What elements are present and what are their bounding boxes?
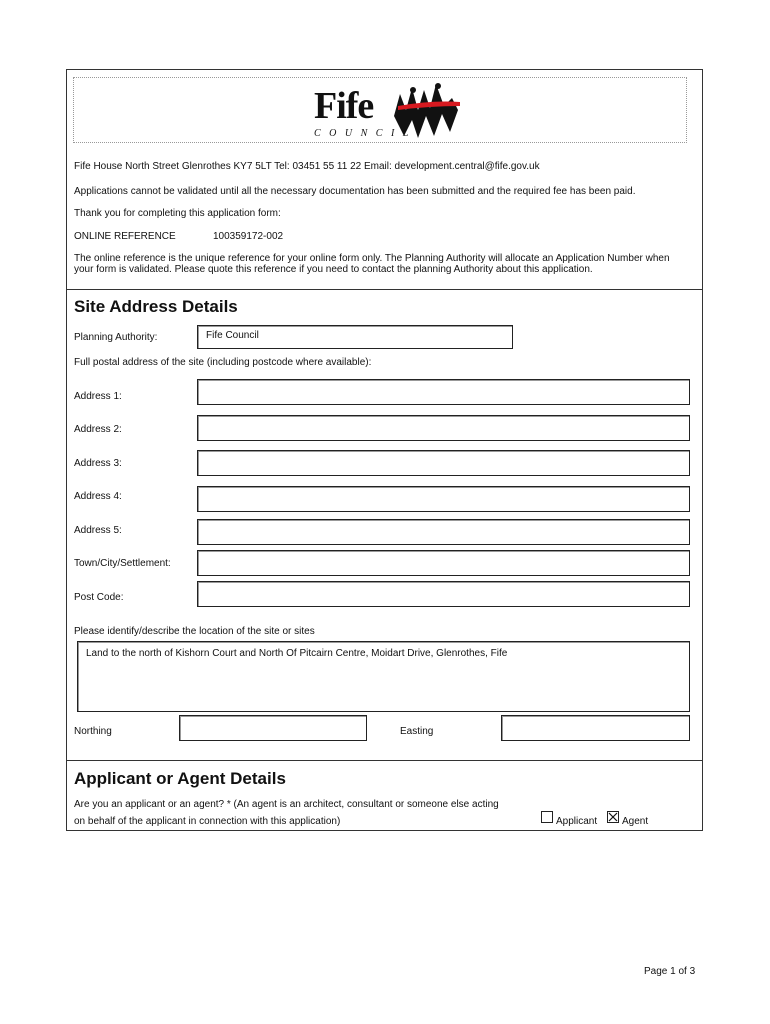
page-number: Page 1 of 3	[644, 966, 696, 977]
section-divider	[66, 289, 703, 290]
postcode-value	[198, 582, 689, 586]
address-1-label: Address 1:	[74, 391, 122, 402]
applicant-heading: Applicant or Agent Details	[74, 769, 286, 788]
ref-note-line2: your form is validated. Please quote this reference if you need to contact the planning Authority about this application.	[74, 264, 593, 275]
validation-note: Applications cannot be validated until all the necessary documentation has been submitted and the required fee has been paid.	[74, 186, 636, 197]
postal-intro: Full postal address of the site (including postcode where available):	[74, 357, 372, 368]
postcode-field[interactable]	[197, 581, 690, 607]
northing-value	[180, 716, 366, 720]
site-heading: Site Address Details	[74, 297, 238, 316]
agent-checkbox[interactable]	[607, 811, 619, 823]
address-2-field[interactable]	[197, 415, 690, 441]
easting-value	[502, 716, 689, 720]
address-4-label: Address 4:	[74, 491, 122, 502]
agent-option-label: Agent	[622, 816, 649, 827]
town-field[interactable]	[197, 550, 690, 576]
northing-field[interactable]	[179, 715, 367, 741]
location-prompt: Please identify/describe the location of the site or sites	[74, 626, 315, 637]
easting-label: Easting	[400, 726, 434, 737]
address-5-field[interactable]	[197, 519, 690, 545]
section-divider	[66, 760, 703, 761]
address-5-value	[198, 520, 689, 524]
online-ref-label: ONLINE REFERENCE	[74, 231, 176, 242]
address-3-value	[198, 451, 689, 455]
town-label: Town/City/Settlement:	[74, 558, 171, 569]
contact-line: Fife House North Street Glenrothes KY7 5LT Tel: 03451 55 11 22 Email: development.central@fife.gov.uk	[74, 161, 540, 172]
applicant-question-line1: Are you an applicant or an agent? * (An agent is an architect, consultant or someone else acting	[74, 799, 499, 810]
northing-label: Northing	[74, 726, 112, 737]
address-4-field[interactable]	[197, 486, 690, 512]
thanks-text: Thank you for completing this application form:	[74, 208, 281, 219]
applicant-option-label: Applicant	[556, 816, 598, 827]
ref-note-line1: The online reference is the unique reference for your online form only. The Planning Authority will allocate an Application Number when	[74, 253, 670, 264]
address-5-label: Address 5:	[74, 525, 122, 536]
checkmark-x-icon	[608, 812, 618, 822]
applicant-question-line2: on behalf of the applicant in connection with this application)	[74, 816, 341, 827]
easting-field[interactable]	[501, 715, 690, 741]
location-textarea[interactable]	[77, 641, 690, 712]
address-2-label: Address 2:	[74, 424, 122, 435]
planning-authority-label: Planning Authority:	[74, 332, 158, 343]
address-1-field[interactable]	[197, 379, 690, 405]
logo-word: Fife	[314, 85, 374, 127]
online-ref-value: 100359172-002	[213, 231, 284, 242]
planning-authority-value: Fife Council	[206, 330, 259, 341]
planning-authority-field[interactable]	[197, 325, 513, 349]
location-value: Land to the north of Kishorn Court and North Of Pitcairn Centre, Moidart Drive, Glenrothes, Fife	[86, 648, 508, 659]
logo-council: C O U N C I L	[314, 128, 412, 139]
town-value	[198, 551, 689, 555]
address-1-value	[198, 380, 689, 384]
applicant-checkbox[interactable]	[541, 811, 553, 823]
postcode-label: Post Code:	[74, 592, 124, 603]
address-3-label: Address 3:	[74, 458, 122, 469]
address-2-value	[198, 416, 689, 420]
address-4-value	[198, 487, 689, 491]
address-3-field[interactable]	[197, 450, 690, 476]
